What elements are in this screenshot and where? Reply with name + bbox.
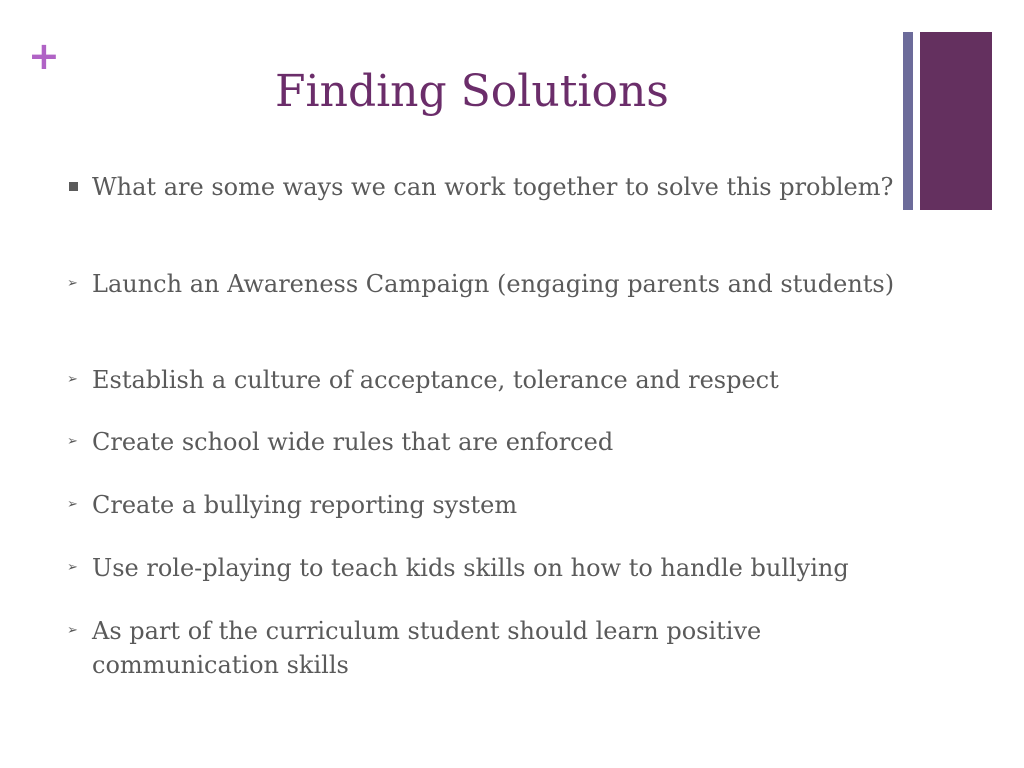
list-item-text: Create school wide rules that are enforced — [92, 428, 614, 456]
list-item — [65, 614, 915, 682]
square-bullet-icon — [69, 182, 78, 191]
arrow-bullet-icon: ➢ — [67, 372, 78, 387]
arrow-bullet-icon: ➢ — [67, 497, 78, 512]
list-item — [65, 551, 915, 585]
list-item — [65, 363, 915, 397]
plus-icon: + — [28, 34, 60, 78]
arrow-bullet-icon: ➢ — [67, 623, 78, 638]
list-item — [65, 488, 915, 522]
list-item — [65, 425, 915, 459]
arrow-bullet-icon: ➢ — [67, 276, 78, 291]
list-item — [65, 267, 915, 301]
list-item — [65, 170, 915, 204]
arrow-bullet-icon: ➢ — [67, 434, 78, 449]
list-item-text: Create a bullying reporting system — [92, 491, 518, 519]
list-item-text: What are some ways we can work together to solve this problem? — [92, 173, 894, 201]
arrow-bullet-icon: ➢ — [67, 560, 78, 575]
list-item-text: Launch an Awareness Campaign (engaging parents and students) — [92, 270, 895, 298]
list-item-text: Establish a culture of acceptance, tolerance and respect — [92, 366, 779, 394]
list-item-text: Use role-playing to teach kids skills on how to handle bullying — [92, 554, 849, 582]
slide-title: Finding Solutions — [275, 66, 669, 117]
list-item-text: As part of the curriculum student should learn positive communication skills — [92, 617, 762, 679]
